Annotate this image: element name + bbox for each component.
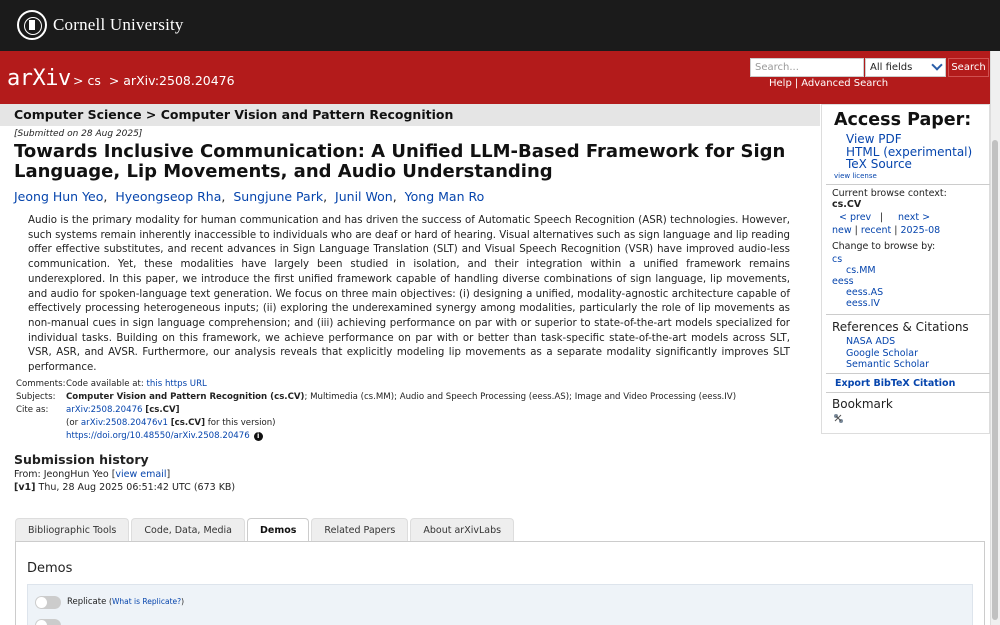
browse-cs-link[interactable]: cs: [832, 254, 843, 265]
replicate-paren-close: ): [181, 597, 185, 606]
next-link[interactable]: next >: [898, 212, 931, 223]
cornell-seal-icon: [17, 10, 47, 40]
cite-v1-suffix: for this version): [207, 418, 276, 428]
doi-link[interactable]: https://doi.org/10.48550/arXiv.2508.20476: [66, 431, 250, 441]
cite-or: (or: [66, 418, 79, 428]
sidebar-divider: [826, 314, 990, 315]
breadcrumb: [73, 73, 239, 88]
view-email-link[interactable]: view email: [115, 469, 167, 480]
cornell-logo[interactable]: [17, 10, 184, 40]
author-link[interactable]: Sungjune Park: [233, 189, 324, 204]
cornell-name: Cornell University: [53, 15, 184, 34]
cite-version-row: [16, 417, 736, 430]
view-pdf-link[interactable]: View PDF: [846, 132, 902, 146]
replicate-paren-open: (: [109, 597, 112, 606]
bibsonomy-icon[interactable]: [833, 413, 844, 424]
tab-demos[interactable]: Demos: [247, 518, 309, 542]
author-link[interactable]: Hyeongseop Rha: [115, 189, 222, 204]
tab-about-arxivlabs[interactable]: About arXivLabs: [410, 518, 514, 541]
advanced-search-link[interactable]: Advanced Search: [801, 78, 889, 89]
tex-source-link[interactable]: TeX Source: [846, 157, 912, 172]
subjects-label: Subjects:: [16, 392, 56, 402]
from-end: ]: [166, 469, 171, 480]
change-browse-label: Change to browse by:: [832, 241, 936, 252]
demos-heading: Demos: [27, 561, 73, 576]
browse-eess-link[interactable]: eess: [832, 276, 854, 287]
primary-subject: Computer Vision and Pattern Recognition (cs.CV): [66, 392, 305, 402]
help-links: Help | Advanced Search: [769, 78, 889, 89]
recent-link[interactable]: recent: [860, 225, 892, 236]
browse-eessas-link[interactable]: eess.AS: [846, 287, 884, 298]
arxiv-logo-text: arXiv: [7, 66, 71, 91]
demo-toggle-2[interactable]: [35, 619, 61, 625]
submission-history-heading: Submission history: [14, 452, 149, 467]
version-label: [v1]: [14, 482, 36, 493]
search-field-select[interactable]: [865, 58, 946, 77]
cite-category: [cs.CV]: [145, 405, 180, 415]
tab-bibliographic-tools[interactable]: Bibliographic Tools: [15, 518, 129, 541]
info-icon[interactable]: i: [254, 432, 263, 441]
browse-csmm-link[interactable]: cs.MM: [846, 265, 876, 276]
author-link[interactable]: Junil Won: [335, 189, 393, 204]
nav-separator: |: [880, 212, 884, 223]
help-link[interactable]: Help: [769, 78, 792, 89]
cite-v1-link[interactable]: arXiv:2508.20476v1: [80, 418, 168, 428]
version-date: Thu, 28 Aug 2025 06:51:42 UTC (673 KB): [38, 482, 236, 493]
browse-context-label: Current browse context:: [832, 188, 947, 199]
submitter: [14, 469, 170, 480]
sidebar-divider: [826, 392, 990, 393]
view-license-link[interactable]: view license: [834, 172, 877, 180]
tab-related-papers[interactable]: Related Papers: [311, 518, 408, 541]
browse-eessiv-link[interactable]: eess.IV: [846, 298, 880, 309]
search-field-value: All fields: [870, 62, 913, 73]
bookmark-heading: Bookmark: [832, 397, 893, 411]
prev-link[interactable]: < prev: [839, 212, 872, 223]
browse-context-value: cs.CV: [832, 199, 862, 210]
metadata-table: [16, 378, 736, 443]
breadcrumb-cs[interactable]: > cs: [73, 73, 101, 88]
author-link[interactable]: Jeong Hun Yeo: [14, 189, 104, 204]
date-nav: new | recent | 2025-08: [832, 225, 941, 236]
labs-tabs: [15, 518, 516, 542]
chevron-down-icon: [931, 59, 942, 70]
version-entry: [14, 482, 235, 493]
arxiv-logo[interactable]: [7, 66, 71, 91]
paper-title: Towards Inclusive Communication: A Unified LLM-Based Framework for Sign Language, Lip Movements, and Audio Understanding: [14, 141, 786, 182]
abstract: Audio is the primary modality for human communication and has driven the success of Automatic Speech Recognition (ASR) technologies. However, such systems remain inherently inaccessible to individuals who are deaf or hard of hearing. Visual alternatives such as sign language and lip reading offer effective substitutes, and recent advances in Sign Language Translation (SLT) and Visual Speech Recognition (VSR) have improved audio-less communication. Yet, these modalities have largely been studied in isolation, and their integration within a unified framework remains underexplored. In this paper, we introduce the first unified framework capable of handling diverse combinations of sign language, lip movements, and audio for spoken-language text generation. We focus on three main objectives: (i) designing a unified, modality-agnostic architecture capable of effectively processing heterogeneous inputs; (ii) exploring the underexamined synergy among modalities, particularly the role of lip movements as non-manual cues in sign language comprehension; and (iii) achieving performance on par with or superior to state-of-the-art models specialized for individual tasks. Building on this framework, we achieve performance on par with or better than task-specific state-of-the-art models across SLT, VSR, ASR, and AVSR. Furthermore, our analysis reveals that explicitly modeling lip movements as a separate modality significantly improves SLT performance.: [28, 215, 790, 374]
comments-text: Code available at:: [66, 379, 144, 389]
code-url-link[interactable]: this https URL: [146, 379, 207, 389]
cite-v1-category: [cs.CV]: [170, 418, 206, 428]
semantic-scholar-link[interactable]: Semantic Scholar: [846, 359, 930, 370]
comments-label: Comments:: [16, 379, 66, 389]
replicate-text: Replicate: [67, 597, 107, 607]
subjects-row: [16, 391, 736, 404]
cite-row: [16, 404, 736, 417]
export-bibtex-link[interactable]: Export BibTeX Citation: [835, 378, 956, 389]
month-link[interactable]: 2025-08: [900, 225, 941, 236]
other-subjects: ; Multimedia (cs.MM); Audio and Speech Processing (eess.AS); Image and Video Processing (eess.IV): [304, 392, 737, 402]
comments-row: [16, 378, 736, 391]
new-link[interactable]: new: [832, 225, 852, 236]
author-list: Jeong Hun Yeo, Hyeongseop Rha, Sungjune Park, Junil Won, Yong Man Ro: [14, 189, 485, 204]
author-link[interactable]: Yong Man Ro: [404, 189, 485, 204]
cite-label: Cite as:: [16, 405, 49, 415]
sidebar-divider: [826, 184, 990, 185]
sidebar-divider: [826, 373, 990, 374]
access-links: [846, 133, 972, 171]
replicate-label: [67, 597, 184, 607]
cite-id-link[interactable]: arXiv:2508.20476: [66, 405, 143, 415]
what-is-replicate-link[interactable]: What is Replicate?: [111, 597, 182, 606]
category-bar: Computer Science > Computer Vision and Pattern Recognition: [0, 104, 820, 126]
breadcrumb-paper-id[interactable]: > arXiv:2508.20476: [108, 73, 235, 88]
replicate-toggle[interactable]: [35, 596, 61, 609]
submitted-date: [Submitted on 28 Aug 2025]: [14, 129, 143, 139]
search-input[interactable]: Search...: [750, 58, 864, 77]
nasa-ads-link[interactable]: NASA ADS: [846, 336, 896, 347]
access-paper-heading: Access Paper:: [834, 110, 972, 130]
google-scholar-link[interactable]: Google Scholar: [846, 348, 918, 359]
from-label: From: JeongHun Yeo [: [14, 469, 116, 480]
doi-row: [16, 430, 736, 443]
html-link[interactable]: HTML (experimental): [846, 144, 973, 159]
scrollbar-thumb[interactable]: [992, 140, 998, 620]
search-button[interactable]: Search: [948, 58, 989, 77]
tab-code-data-media[interactable]: Code, Data, Media: [131, 518, 245, 541]
references-heading: References & Citations: [832, 320, 969, 334]
